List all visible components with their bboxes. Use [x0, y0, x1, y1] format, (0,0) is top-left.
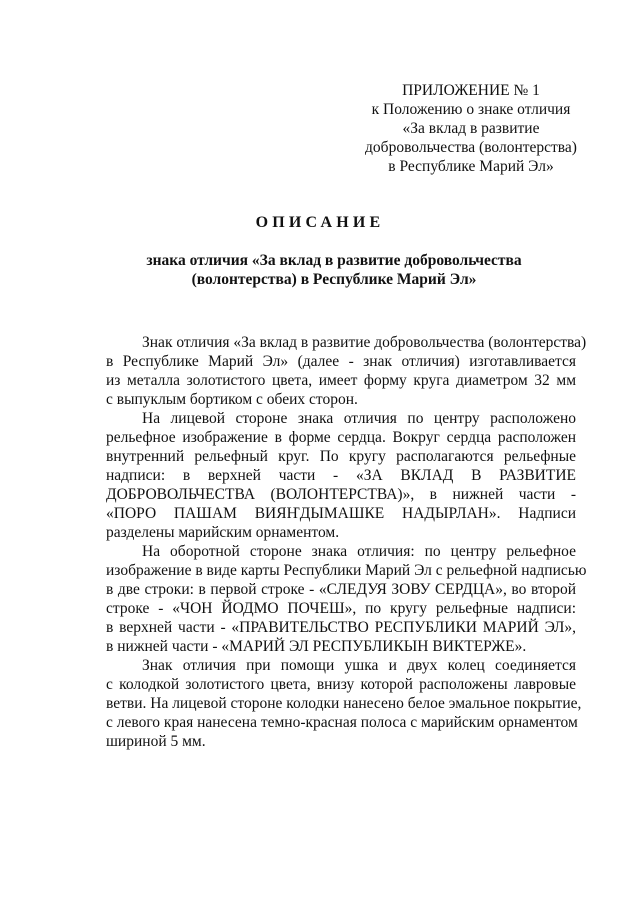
paragraph-4	[106, 656, 582, 751]
text-line: рельефное изображение в форме сердца. Вокруг сердца расположен	[106, 429, 576, 446]
text-line: строке - «ЧОН ЙОДМО ПОЧЕШ», по кругу рельефные надписи:	[106, 600, 576, 617]
appendix-line: в Республике Марий Эл»	[388, 158, 554, 175]
text-line: с колодкой золотистого цвета, внизу которой расположены лавровые	[106, 676, 576, 693]
text-line: разделены марийским орнаментом.	[106, 524, 340, 541]
text-line: с выпуклым бортиком с обеих сторон.	[106, 391, 358, 408]
text-line: в верхней части - «ПРАВИТЕЛЬСТВО РЕСПУБЛИКИ МАРИЙ ЭЛ»,	[106, 619, 576, 636]
text-line: «ПОРО ПАШАМ ВИЯҤДЫМАШКЕ НАДЫРЛАН». Надписи	[106, 505, 576, 522]
text-line: На оборотной стороне знака отличия: по центру рельефное	[142, 543, 576, 560]
paragraph-1	[106, 333, 587, 409]
text-line: изображение в виде карты Республики Марий Эл с рельефной надписью	[106, 562, 587, 579]
text-line: в две строки: в первой строке - «СЛЕДУЯ ЗОВУ СЕРДЦА», во второй	[106, 581, 576, 598]
text-line: в нижней части - «МАРИЙ ЭЛ РЕСПУБЛИКЫН ВИКТЕРЖЕ».	[106, 638, 527, 655]
document-body	[106, 333, 587, 751]
text-line: ДОБРОВОЛЬЧЕСТВА (ВОЛОНТЕРСТВА)», в нижней части -	[106, 486, 576, 503]
text-line: из металла золотистого цвета, имеет форму круга диаметром 32 мм	[106, 372, 576, 389]
paragraph-3	[106, 542, 587, 656]
text-line: ветви. На лицевой стороне колодки нанесено белое эмальное покрытие,	[106, 695, 582, 712]
document-title: ОПИСАНИЕ	[255, 214, 385, 231]
appendix-line: «За вклад в развитие	[402, 120, 540, 137]
text-line: внутренний рельефный круг. По кругу располагаются рельефные	[106, 448, 576, 465]
appendix-line: к Положению о знаке отличия	[371, 101, 571, 118]
subtitle-line: знака отличия «За вклад в развитие добровольчества	[146, 252, 522, 269]
text-line: На лицевой стороне знака отличия по центру расположено	[142, 410, 576, 427]
text-line: Знак отличия «За вклад в развитие добровольчества (волонтерства)	[142, 334, 587, 351]
text-line: шириной 5 мм.	[106, 733, 206, 750]
text-line: Знак отличия при помощи ушка и двух колец соединяется	[142, 657, 576, 674]
paragraph-2	[106, 409, 576, 542]
text-line: с левого края нанесена темно-красная полоса с марийским орнаментом	[106, 714, 578, 731]
appendix-header	[340, 81, 602, 176]
text-line: надписи: в верхней части - «ЗА ВКЛАД В РАЗВИТИЕ	[106, 467, 576, 484]
appendix-line: добровольчества (волонтерства)	[365, 139, 577, 156]
text-line: в Республике Марий Эл» (далее - знак отличия) изготавливается	[106, 353, 576, 370]
subtitle-line: (волонтерства) в Республике Марий Эл»	[191, 271, 477, 288]
appendix-line: ПРИЛОЖЕНИЕ № 1	[402, 82, 540, 99]
document-subtitle	[110, 251, 558, 289]
